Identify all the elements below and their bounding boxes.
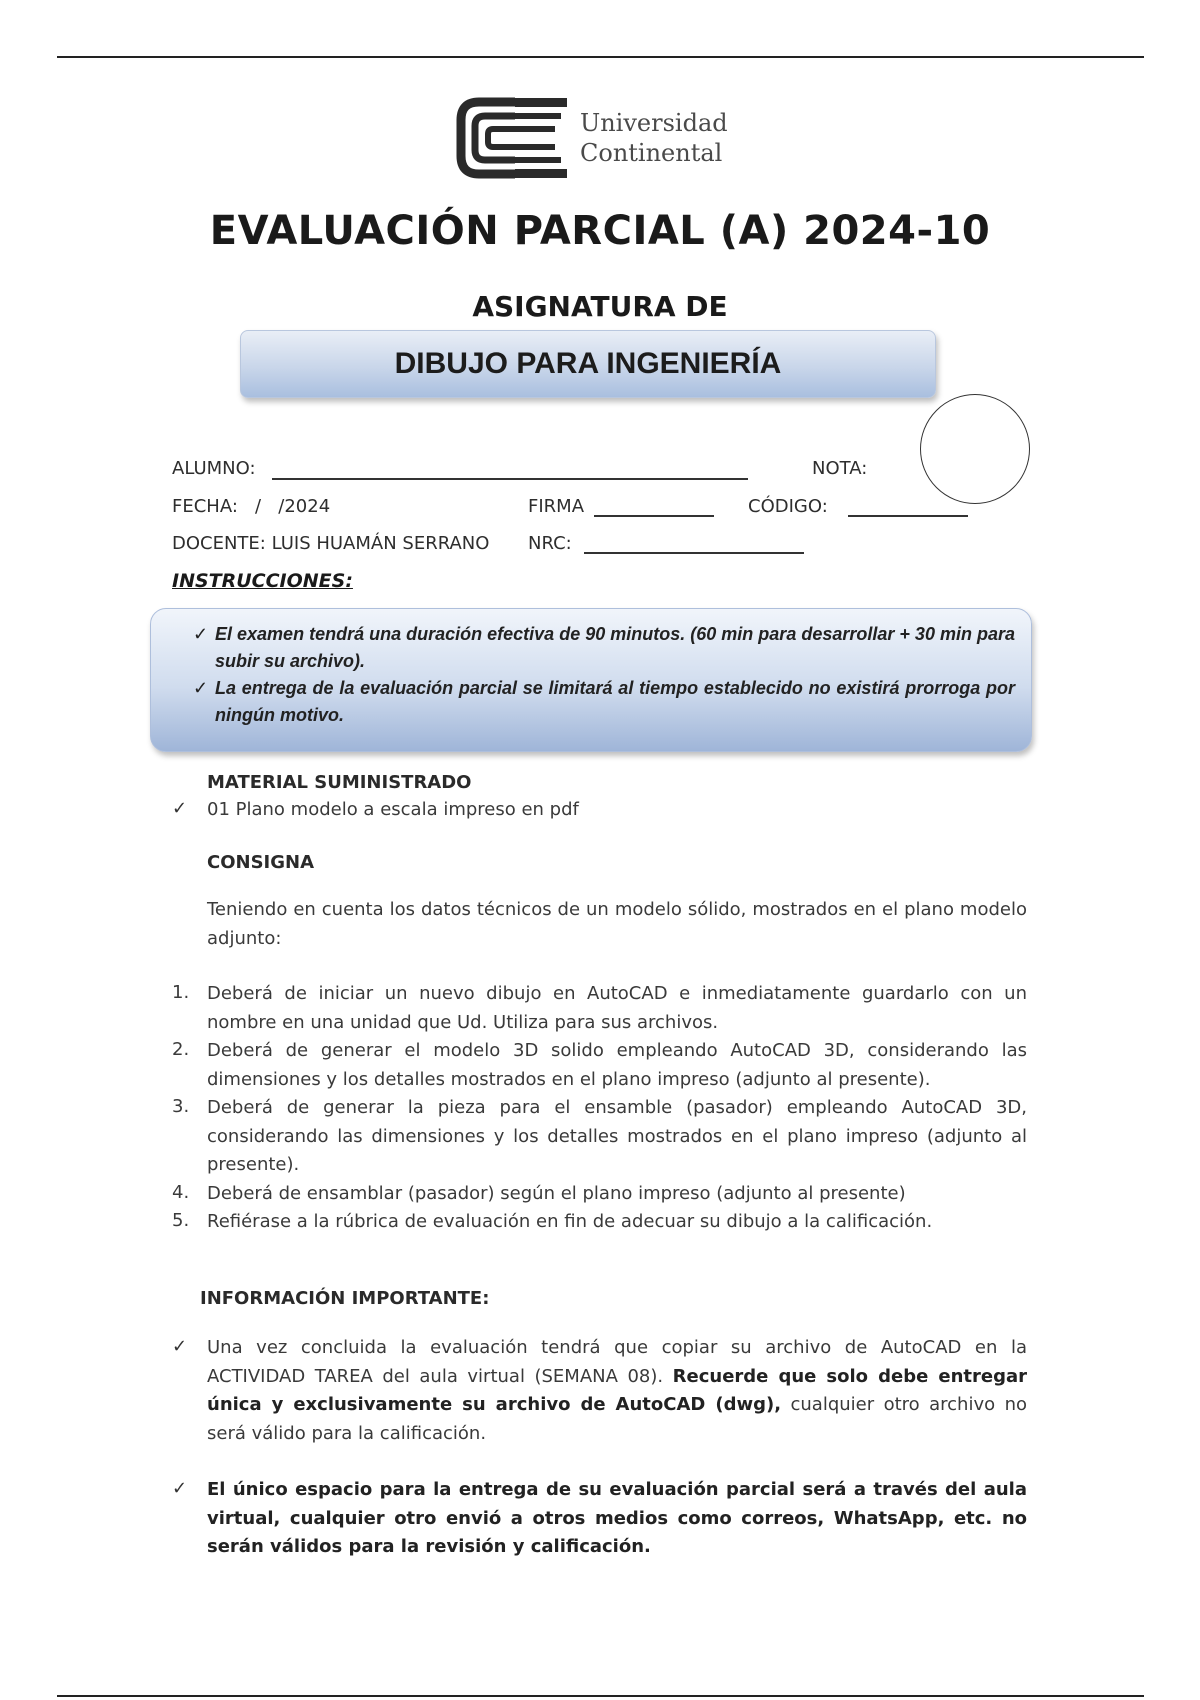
nrc-field[interactable] xyxy=(584,552,804,554)
codigo-field[interactable] xyxy=(848,515,968,517)
info-item: El único espacio para la entrega de su evaluación parcial será a través del aula virtual, cualquier otro envió a otros medios como correos, WhatsApp, etc. no serán válidos para la revisión y calificación. xyxy=(207,1479,1027,1557)
consigna-step: Refiérase a la rúbrica de evaluación en fin de adecuar su dibujo a la calificación. xyxy=(207,1211,933,1232)
step-number: 4. xyxy=(172,1182,190,1203)
nrc-label: NRC: xyxy=(528,533,572,554)
info-item xyxy=(207,1334,1027,1448)
instruction-item xyxy=(193,621,1015,675)
info-item-bold: Recuerde que solo debe entregar única y exclusivamente su archivo de AutoCAD (dwg), xyxy=(207,1365,1027,1415)
check-icon: ✓ xyxy=(172,798,188,819)
instruction-item xyxy=(193,675,1015,729)
subject-name: DIBUJO PARA INGENIERÍA xyxy=(394,347,782,380)
consigna-step: Deberá de generar el modelo 3D solido empleando AutoCAD 3D, considerando las dimensiones y los detalles mostrados en el plano impreso (adjunto al presente). xyxy=(207,1040,1027,1090)
consigna-intro: Teniendo en cuenta los datos técnicos de un modelo sólido, mostrados en el plano modelo adjunto: xyxy=(207,899,1027,949)
check-icon: ✓ xyxy=(193,624,209,644)
university-name xyxy=(580,108,728,168)
top-rule xyxy=(57,56,1144,58)
alumno-field[interactable] xyxy=(272,478,748,480)
instruction-text: El examen tendrá una duración efectiva de 90 minutos. (60 min para desarrollar + 30 min para subir su archivo). xyxy=(215,624,1015,671)
consigna-step: Deberá de ensamblar (pasador) según el plano impreso (adjunto al presente) xyxy=(207,1183,906,1204)
logo-line-1: Universidad xyxy=(580,109,728,137)
instruction-text: La entrega de la evaluación parcial se limitará al tiempo establecido no existirá prorroga por ningún motivo. xyxy=(215,678,1015,725)
check-icon: ✓ xyxy=(193,678,209,698)
alumno-label: ALUMNO: xyxy=(172,458,256,479)
step-number: 3. xyxy=(172,1096,190,1117)
firma-label: FIRMA xyxy=(528,496,585,517)
check-icon: ✓ xyxy=(172,1336,188,1357)
step-number: 2. xyxy=(172,1039,190,1060)
consigna-step: Deberá de iniciar un nuevo dibujo en AutoCAD e inmediatamente guardarlo con un nombre en una unidad que Ud. Utiliza para sus archivos. xyxy=(207,983,1027,1033)
logo-line-2: Continental xyxy=(580,139,723,167)
check-icon: ✓ xyxy=(172,1478,188,1499)
consigna-heading: CONSIGNA xyxy=(207,852,315,873)
subject-banner xyxy=(240,330,936,398)
info-item-text: cualquier otro archivo no será válido para la calificación. xyxy=(207,1394,1027,1444)
step-number: 5. xyxy=(172,1210,190,1231)
nota-label: NOTA: xyxy=(812,458,868,479)
fecha-label: FECHA: / /2024 xyxy=(172,496,331,517)
consigna-step: Deberá de generar la pieza para el ensamble (pasador) empleando AutoCAD 3D, considerando las dimensiones y los detalles mostrados en el plano impreso (adjunto al presente). xyxy=(207,1097,1027,1175)
grade-circle[interactable] xyxy=(920,394,1030,504)
page-title: EVALUACIÓN PARCIAL (A) 2024-10 xyxy=(209,208,991,254)
info-heading: INFORMACIÓN IMPORTANTE: xyxy=(200,1288,490,1309)
instructions-heading: INSTRUCCIONES: xyxy=(172,570,353,592)
instructions-box xyxy=(150,608,1032,752)
material-heading: MATERIAL SUMINISTRADO xyxy=(207,772,472,793)
codigo-label: CÓDIGO: xyxy=(748,496,828,517)
docente-label: DOCENTE: LUIS HUAMÁN SERRANO xyxy=(172,533,490,554)
firma-field[interactable] xyxy=(594,515,714,517)
info-item-text: Una vez concluida la evaluación tendrá que copiar su archivo de AutoCAD en la ACTIVIDAD TAREA del aula virtual (SEMANA 08). xyxy=(207,1337,1027,1387)
step-number: 1. xyxy=(172,982,190,1003)
subject-label: ASIGNATURA DE xyxy=(472,290,728,323)
material-item: 01 Plano modelo a escala impreso en pdf xyxy=(207,799,579,820)
bottom-rule xyxy=(57,1695,1144,1697)
